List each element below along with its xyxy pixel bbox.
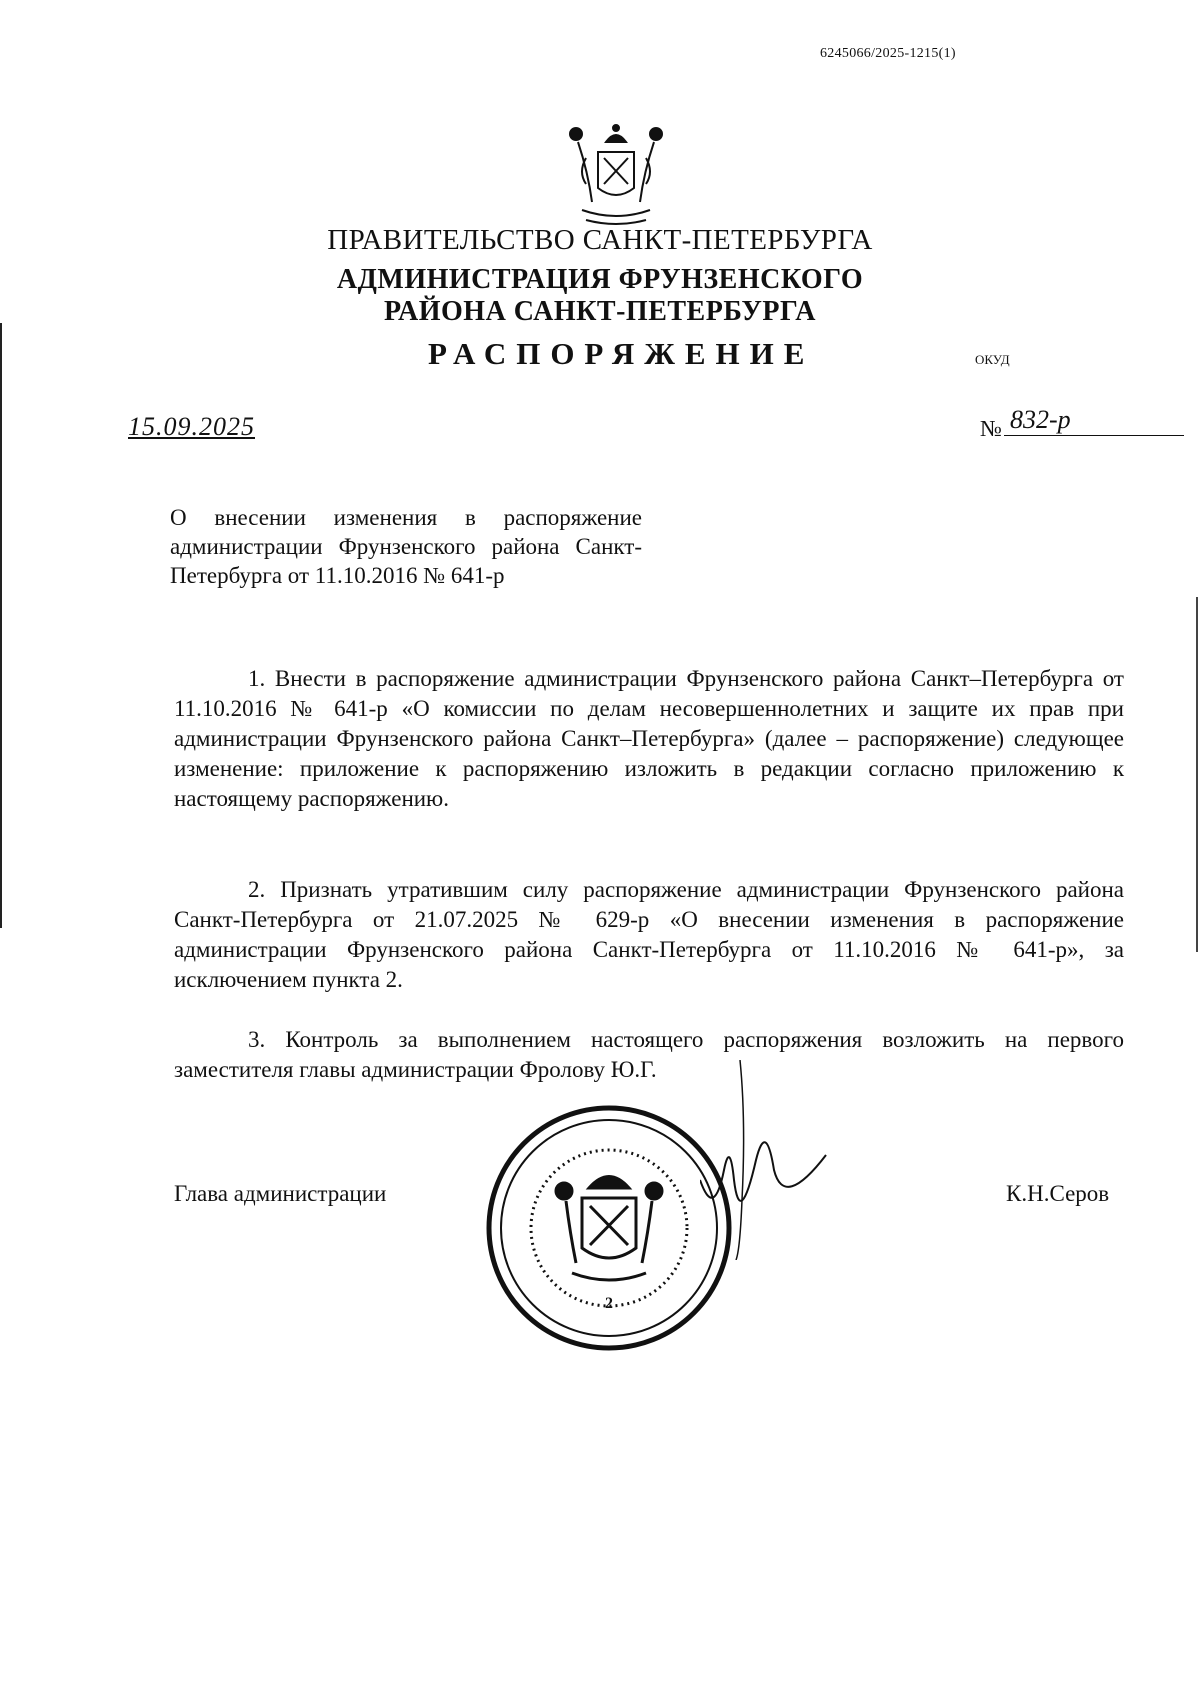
document-subject: О внесении изменения в распоряжение администрации Фрунзенского района Санкт-Петербурга от 11.10.2016 № 641-р [170,505,642,588]
document-number: 832-р [1004,408,1184,436]
scan-margin-line-right [1196,597,1198,952]
seal-number: 2 [605,1295,613,1312]
scan-margin-line-left [0,323,2,928]
signatory-name: К.Н.Серов [1006,1181,1110,1206]
document-id: 6245066/2025-1215(1) [820,46,956,61]
administration-heading-line2: РАЙОНА САНКТ-ПЕТЕРБУРГА [383,296,816,327]
government-heading: ПРАВИТЕЛЬСТВО САНКТ-ПЕТЕРБУРГА [327,224,873,256]
st-petersburg-coat-of-arms-icon [568,122,664,230]
paragraph-3: 3. Контроль за выполнением настоящего распоряжения возложить на первого заместителя главы администрации Фролову Ю.Г. [174,1027,1124,1082]
handwritten-signature [700,1060,900,1260]
paragraph-2: 2. Признать утратившим силу распоряжение администрации Фрунзенского района Санкт-Петербурга от 21.07.2025 № 629-р «О внесении изменения в распоряжение администрации Фрунзенского района Санкт-Петербурга от 11.10.2016 № 641-р», за исключением пункта 2. [174,877,1124,992]
paragraph-1: 1. Внести в распоряжение администрации Фрунзенского района Санкт–Петербурга от 11.10.2016 № 641-р «О комиссии по делам несовершеннолетних и защите их прав при администрации Фрунзенского района Санкт–Петербурга» (далее – распоряжение) следующее изменение: приложение к распоряжению изложить в редакции согласно приложению к настоящему распоряжению. [174,666,1124,811]
number-label: № [980,416,1002,441]
okud-label: ОКУД [975,352,1010,367]
document-date: 15.09.2025 [128,412,255,441]
official-seal [484,1103,734,1353]
document-title: РАСПОРЯЖЕНИЕ [428,336,815,371]
administration-heading-line1: АДМИНИСТРАЦИЯ ФРУНЗЕНСКОГО [336,264,864,295]
signatory-title: Глава администрации [174,1181,387,1206]
